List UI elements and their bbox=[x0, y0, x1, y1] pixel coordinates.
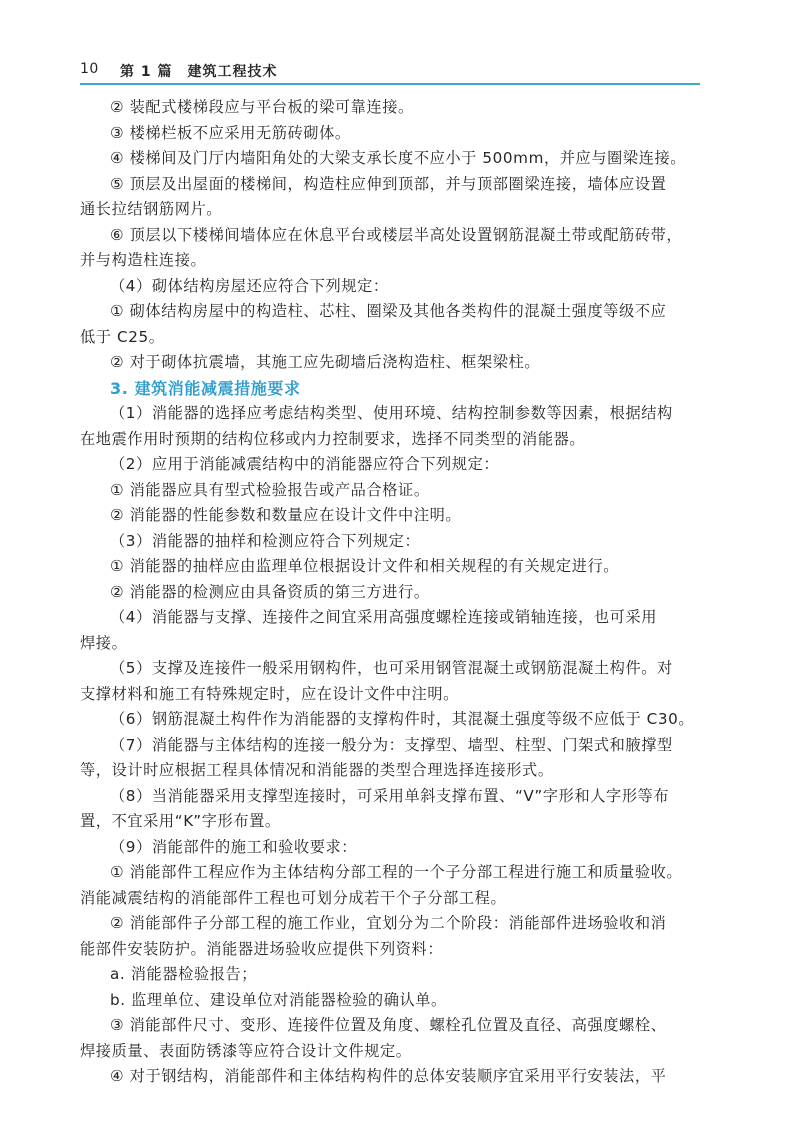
text-line: （9）消能部件的施工和验收要求： bbox=[110, 837, 358, 856]
text-line: ② 消能器的检测应由具备资质的第三方进行。 bbox=[110, 582, 430, 601]
text-line: （4）砌体结构房屋还应符合下列规定： bbox=[110, 276, 389, 295]
text-line: ③ 楼梯栏板不应采用无筋砖砌体。 bbox=[110, 123, 351, 142]
text-line: ① 消能部件工程应作为主体结构分部工程的一个子分部工程进行施工和质量验收。 bbox=[110, 863, 683, 881]
text-line: ① 砌体结构房屋中的构造柱、芯柱、圈梁及其他各类构件的混凝土强度等级不应 bbox=[110, 302, 667, 320]
text-line: （3）消能器的抽样和检测应符合下列规定： bbox=[110, 531, 421, 550]
text-line: 支撑材料和施工有特殊规定时，应在设计文件中注明。 bbox=[80, 684, 459, 703]
text-line: （1）消能器的选择应考虑结构类型、使用环境、结构控制参数等因素，根据结构 bbox=[110, 404, 673, 422]
text-line: 能部件安装防护。消能器进场验收应提供下列资料： bbox=[80, 939, 444, 958]
text-line: ① 消能器应具有型式检验报告或产品合格证。 bbox=[110, 480, 430, 499]
text-line: 等，设计时应根据工程具体情况和消能器的类型合理选择连接形式。 bbox=[80, 761, 554, 779]
body-text bbox=[80, 95, 700, 1090]
text-line: 焊接质量、表面防锈漆等应符合设计文件规定。 bbox=[80, 1041, 412, 1060]
text-line: 通长拉结钢筋网片。 bbox=[80, 200, 223, 218]
text-line: （6）钢筋混凝土构件作为消能器的支撑构件时，其混凝土强度等级不应低于 C30。 bbox=[110, 710, 695, 728]
page-number: 10 bbox=[80, 61, 99, 77]
text-line: （7）消能器与主体结构的连接一般分为：支撑型、墙型、柱型、门架式和腋撑型 bbox=[110, 735, 673, 754]
text-line: ② 对于砌体抗震墙，其施工应先砌墙后浇构造柱、框架梁柱。 bbox=[110, 353, 541, 371]
text-line: 低于 C25。 bbox=[80, 327, 165, 346]
text-line: （2）应用于消能减震结构中的消能器应符合下列规定： bbox=[110, 455, 500, 473]
header-divider bbox=[80, 83, 700, 85]
text-line: （5）支撑及连接件一般采用钢构件，也可采用钢管混凝土或钢筋混凝土构件。对 bbox=[110, 659, 673, 677]
text-line: ④ 对于钢结构，消能部件和主体结构构件的总体安装顺序宜采用平行安装法，平 bbox=[110, 1067, 667, 1085]
text-line: ⑤ 顶层及出屋面的楼梯间，构造柱应伸到顶部，并与顶部圈梁连接，墙体应设置 bbox=[110, 174, 667, 193]
text-line: ⑥ 顶层以下楼梯间墙体应在休息平台或楼层半高处设置钢筋混凝土带或配筋砖带， bbox=[110, 225, 683, 244]
text-line: ② 消能器的性能参数和数量应在设计文件中注明。 bbox=[110, 506, 462, 524]
text-line: ③ 消能部件尺寸、变形、连接件位置及角度、螺栓孔位置及直径、高强度螺栓、 bbox=[110, 1016, 667, 1034]
section-heading: 3. 建筑消能减震措施要求 bbox=[110, 378, 301, 398]
text-line: 在地震作用时预期的结构位移或内力控制要求，选择不同类型的消能器。 bbox=[80, 429, 586, 448]
text-line: ④ 楼梯间及门厅内墙阳角处的大梁支承长度不应小于 500mm，并应与圈梁连接。 bbox=[110, 149, 687, 167]
text-line: ② 消能部件子分部工程的施工作业，宜划分为二个阶段：消能部件进场验收和消 bbox=[110, 914, 667, 932]
text-line: （4）消能器与支撑、连接件之间宜采用高强度螺栓连接或销轴连接，也可采用 bbox=[110, 608, 658, 626]
text-line: ② 装配式楼梯段应与平台板的梁可靠连接。 bbox=[110, 98, 414, 116]
text-line: 并与构造柱连接。 bbox=[80, 251, 207, 269]
chapter-title: 第 1 篇 建筑工程技术 bbox=[120, 64, 278, 80]
text-line: a. 消能器检验报告； bbox=[110, 965, 258, 983]
text-line: 消能减震结构的消能部件工程也可划分成若干个子分部工程。 bbox=[80, 888, 507, 907]
text-line: 置，不宜采用“K”字形布置。 bbox=[80, 812, 281, 830]
text-line: ① 消能器的抽样应由监理单位根据设计文件和相关规程的有关规定进行。 bbox=[110, 557, 620, 575]
text-line: b. 监理单位、建设单位对消能器检验的确认单。 bbox=[110, 990, 447, 1009]
text-line: 焊接。 bbox=[80, 633, 128, 652]
page-header bbox=[80, 61, 700, 85]
text-line: （8）当消能器采用支撑型连接时，可采用单斜支撑布置、“V”字形和人字形等布 bbox=[110, 786, 670, 805]
